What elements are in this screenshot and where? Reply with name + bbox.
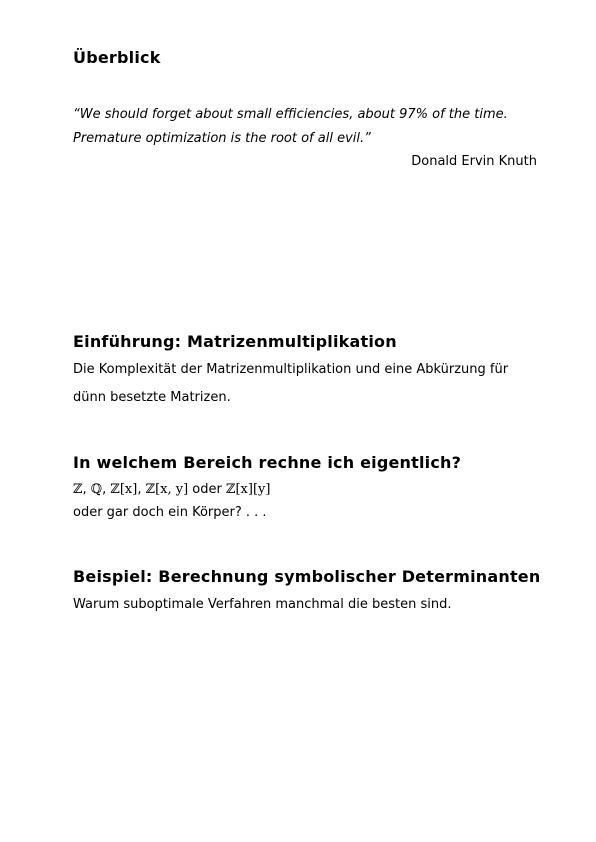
math-zx: ℤ[x] (110, 482, 138, 497)
section-title-bereich: In welchem Bereich rechne ich eigentlich? (73, 453, 462, 472)
section-text-line-2: dünn besetzte Matrizen. (73, 390, 231, 405)
quote-line-1: “We should forget about small efficiencies, about 97% of the time. (73, 107, 508, 122)
section-text-line-1: Die Komplexität der Matrizenmultiplikation und eine Abkürzung für (73, 362, 509, 377)
math-sep-1: , (82, 482, 91, 497)
math-sep-2: , (102, 482, 111, 497)
math-zxy2: ℤ[x][y] (226, 482, 271, 497)
math-sep-3: , (137, 482, 146, 497)
math-zxy: ℤ[x, y] (145, 482, 189, 497)
section-title-ueberblick: Überblick (73, 48, 161, 67)
section-text-line-2: oder gar doch ein Körper? . . . (73, 505, 267, 520)
section-title-beispiel: Beispiel: Berechnung symbolischer Determinanten (73, 567, 541, 586)
section-title-einfuehrung: Einführung: Matrizenmultiplikation (73, 332, 397, 351)
quote-attribution: Donald Ervin Knuth (411, 154, 537, 169)
math-oder: oder (188, 482, 226, 497)
math-line (73, 482, 270, 497)
section-text-line-1: Warum suboptimale Verfahren manchmal die besten sind. (73, 597, 452, 612)
quote-line-2: Premature optimization is the root of all evil.” (73, 131, 371, 146)
math-q: ℚ (90, 482, 103, 497)
math-z: ℤ (73, 482, 83, 497)
